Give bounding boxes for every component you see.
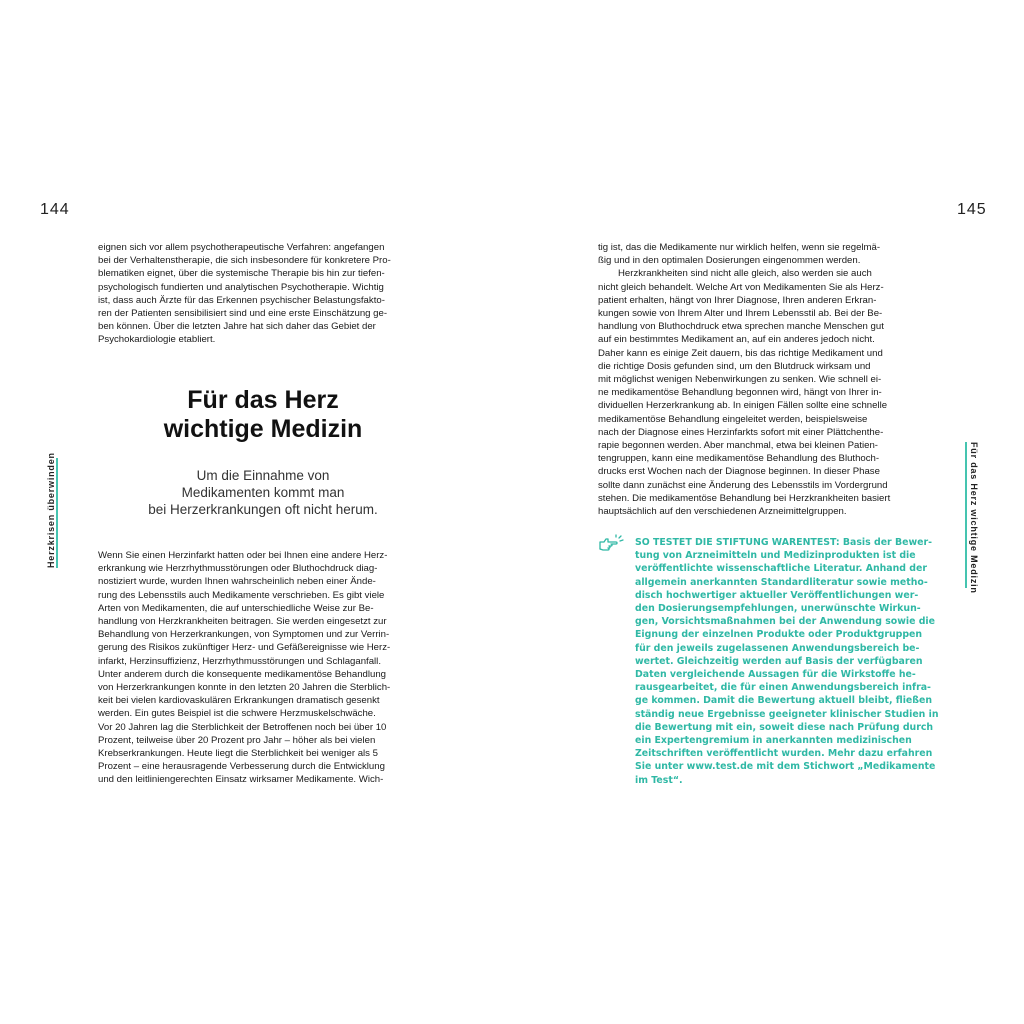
text-line: stehen. Die medikamentöse Behandlung bei Herzkrankheiten basiert — [598, 492, 891, 504]
test-line: im Test“. — [635, 774, 683, 786]
running-head-right — [963, 442, 985, 594]
section-heading-line: wichtige Medizin — [163, 415, 363, 443]
text-line: sollte dann zunächst eine Änderung des Lebensstils im Vordergrund — [598, 479, 888, 491]
left-intro-text — [98, 241, 428, 347]
test-line: ge kommen. Damit die Bewertung aktuell bleibt, fließen — [635, 695, 933, 707]
text-line: tengruppen, kann eine medikamentöse Behandlung des Bluthoch- — [598, 453, 880, 465]
test-line: SO TESTET DIE STIFTUNG WARENTEST: Basis der Bewer- — [635, 537, 932, 548]
text-line: nach der Diagnose eines Herzinfarkts sofort mit einer Plättchenthe- — [598, 426, 884, 438]
test-info-text — [635, 536, 939, 787]
text-line: Prozent, teilweise über 20 Prozent pro Jahr – höher als bei vielen — [98, 734, 376, 746]
text-line: eignen sich vor allem psychotherapeutische Verfahren: angefangen — [98, 242, 385, 253]
test-line: Eignung der einzelnen Produkte oder Produktgruppen — [635, 629, 923, 641]
text-line: keit bei vielen kardiovaskulären Erkrankungen dramatisch gesenkt — [98, 695, 380, 707]
subheading-line: Medikamenten kommt man — [181, 485, 345, 500]
test-line: veröffentlichte wissenschaftliche Literatur. Anhand der — [635, 563, 927, 575]
test-line: gen, Vorsichtsmaßnahmen bei der Anwendung sowie die — [635, 616, 935, 628]
text-line: Unter anderem durch die konsequente medikamentöse Behandlung — [98, 668, 386, 680]
text-line: werden. Ein gutes Beispiel ist die schwere Herzmuskelschwäche. — [98, 708, 376, 720]
text-line: bei der Verhaltenstherapie, die sich insbesondere für konkretere Pro- — [98, 255, 391, 267]
section-heading — [98, 386, 428, 444]
running-head-left — [40, 452, 62, 568]
test-line: Zeitschriften veröffentlicht wurden. Mehr dazu erfahren — [635, 748, 933, 760]
subheading-line: Um die Einnahme von — [196, 468, 330, 483]
text-line: gerung des Risikos zukünftiger Herz- und Gefäßereignisse wie Herz- — [98, 642, 391, 654]
text-line: erkrankung wie Herzrhythmusstörungen oder Bluthochdruck diag- — [98, 563, 378, 575]
text-line: Daher kann es einige Zeit dauern, bis das richtige Medikament und — [598, 347, 883, 359]
test-line: allgemein anerkannten Standardliteratur sowie metho- — [635, 576, 928, 588]
text-line: handlung von Bluthochdruck etwa sprechen manche Menschen gut — [598, 321, 884, 333]
section-subheading — [98, 467, 428, 518]
text-line: Wenn Sie einen Herzinfarkt hatten oder bei Ihnen eine andere Herz- — [98, 550, 388, 561]
text-line: mit möglichst wenigen Nebenwirkungen zu senken. Wie schnell ei- — [598, 374, 882, 386]
section-heading-line: Für das Herz — [187, 386, 339, 414]
text-line: rapie begonnen werden. Aber manchmal, etwa bei kleinen Patien- — [598, 440, 878, 452]
text-line: patient erhalten, hängt von Ihrer Diagnose, Ihren anderen Erkran- — [598, 294, 877, 306]
right-body-text — [598, 241, 928, 518]
pointing-hand-icon — [598, 534, 626, 552]
running-head-left-rule — [56, 458, 58, 568]
text-line: ne medikamentöse Behandlung begonnen wird, hängt von Ihrer in- — [598, 387, 882, 399]
test-line: ein Expertengremium in anerkannten medizinischen — [635, 735, 912, 747]
subheading-line: bei Herzerkrankungen oft nicht herum. — [148, 502, 378, 517]
text-line: Arten von Medikamenten, die auf unterschiedliche Weise zur Be- — [98, 602, 374, 614]
test-line: den Dosierungsempfehlungen, unerwünschte Wirkun- — [635, 603, 921, 615]
text-line: blematiken eignet, über die systemische Therapie bis hin zur tiefen- — [98, 268, 385, 280]
text-line: hauptsächlich auf den verschiedenen Arzneimittelgruppen. — [598, 506, 847, 518]
page-number-right: 145 — [957, 201, 987, 218]
text-line: rung des Lebensstils auch Medikamente verschrieben. Es gibt viele — [98, 589, 385, 601]
text-line: Herzkrankheiten sind nicht alle gleich, also werden sie auch — [618, 268, 872, 280]
text-line: von Herzerkrankungen konnte in den letzten 20 Jahren die Sterblich- — [98, 682, 391, 694]
text-line: ren der Patienten sensibilisiert sind und eine erste Einschätzung ge- — [98, 308, 388, 320]
text-line: tig ist, das die Medikamente nur wirklich helfen, wenn sie regelmä- — [598, 242, 881, 253]
page-number-left: 144 — [40, 201, 70, 218]
text-line: Vor 20 Jahren lag die Sterblichkeit der Betroffenen noch bei über 10 — [98, 721, 387, 733]
text-line: dividuellen Herzerkrankung ab. In einigen Fällen sollte eine schnelle — [598, 400, 888, 412]
text-line: und den leitliniengerechten Einsatz wirksamer Medikamente. Wich- — [98, 774, 384, 786]
test-line: Sie unter www.test.de mit dem Stichwort „Medikamente — [635, 761, 936, 773]
test-line: für den jeweils zugelassenen Anwendungsbereich be- — [635, 642, 920, 654]
text-line: die richtige Dosis gefunden sind, um den Blutdruck wirksam und — [598, 360, 871, 372]
text-line: kungen sowie von Ihrem Alter und Ihrem Lebensstil ab. Bei der Be- — [598, 308, 883, 320]
text-line: handlung von Herzkrankheiten beitragen. Sie werden eingesetzt zur — [98, 616, 387, 628]
text-line: ßig und in den optimalen Dosierungen eingenommen werden. — [598, 255, 861, 267]
left-body-text — [98, 549, 428, 787]
text-line: ist, dass auch Ärzte für das Erkennen psychischer Belastungsfakto- — [98, 294, 385, 306]
text-line: ben können. Über die letzten Jahre hat sich daher das Gebiet der — [98, 321, 376, 333]
test-line: disch hochwertiger aktueller Veröffentlichungen wer- — [635, 589, 919, 601]
running-head-left-text: Herzkrisen überwinden — [46, 452, 56, 568]
test-line: die Bewertung mit ein, soweit diese nach Prüfung durch — [635, 721, 934, 733]
text-line: auf ein bestimmtes Medikament an, auf ein anderes jedoch nicht. — [598, 334, 875, 346]
test-line: wertet. Gleichzeitig werden auf Basis der verfügbaren — [635, 655, 923, 667]
running-head-right-text: Für das Herz wichtige Medizin — [969, 442, 979, 594]
test-line: rausgearbeitet, die für einen Anwendungsbereich infra- — [635, 682, 931, 694]
text-line: Krebserkrankungen. Heute liegt die Sterblichkeit bei weniger als 5 — [98, 748, 378, 760]
text-line: nostiziert wurde, wurden Ihnen wahrscheinlich neben einer Ände- — [98, 576, 376, 588]
test-line: ständig neue Ergebnisse geeigneter klinischer Studien in — [635, 708, 939, 720]
test-line: Daten vergleichende Aussagen für die Wirkstoffe he- — [635, 669, 916, 681]
text-line: infarkt, Herzinsuffizienz, Herzrhythmusstörungen und Schlaganfall. — [98, 655, 381, 667]
text-line: psychologisch fundierten und analytischen Psychotherapie. Wichtig — [98, 281, 384, 293]
running-head-right-rule — [965, 442, 967, 588]
test-line: tung von Arzneimitteln und Medizinprodukten ist die — [635, 550, 916, 562]
text-line: Prozent – eine herausragende Verbesserung durch die Entwicklung — [98, 761, 385, 773]
text-line: Behandlung von Herzerkrankungen, von Symptomen und zur Verrin- — [98, 629, 390, 641]
text-line: Psychokardiologie etabliert. — [98, 334, 216, 346]
text-line: drucks erst Wochen nach der Diagnose beginnen. In dieser Phase — [598, 466, 880, 478]
text-line: medikamentöse Behandlung eingeleitet werden, beispielsweise — [598, 413, 868, 425]
text-line: nicht gleich behandelt. Welche Art von Medikamenten Sie als Herz- — [598, 281, 884, 293]
